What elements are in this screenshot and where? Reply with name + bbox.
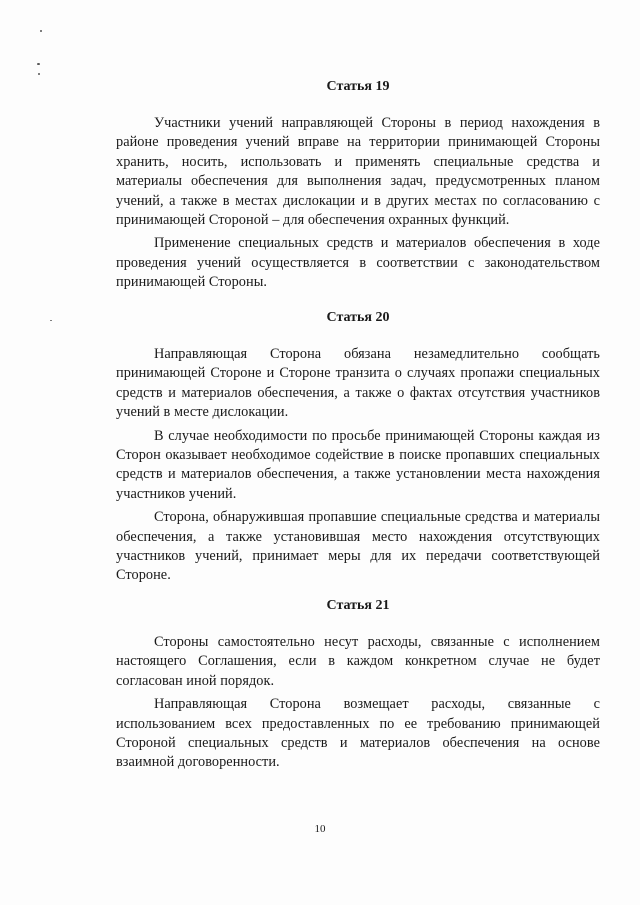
article-paragraph: Участники учений направляющей Стороны в период нахождения в районе проведения учений вправе на территории принимающей Стороны хранить, носить, использовать и применять специальные средства и материалы обеспечения для выполнения задач, предусмотренных планом учений, а также в местах дислокации и в других местах по согласованию с принимающей Стороной – для обеспечения охранных функций. xyxy=(116,115,600,229)
scan-speck xyxy=(37,63,40,65)
article-20 xyxy=(116,309,600,590)
article-paragraph: Направляющая Сторона возмещает расходы, связанные с использованием всех предоставленных по ее требованию принимающей Стороной специальных средств и материалов обеспечения на основе взаимной договоренности. xyxy=(116,696,600,771)
article-paragraph: Направляющая Сторона обязана незамедлительно сообщать принимающей Стороне и Стороне транзита о случаях пропажи специальных средств и материалов обеспечения, а также о фактах отсутствия участников учений в месте дислокации. xyxy=(116,346,600,421)
article-paragraph: В случае необходимости по просьбе принимающей Стороны каждая из Сторон оказывает необходимое содействие в поиске пропавших специальных средств и материалов обеспечения, а также установлении места нахождения участников учений. xyxy=(116,427,600,502)
article-paragraph: Применение специальных средств и материалов обеспечения в ходе проведения учений осуществляется в соответствии с законодательством принимающей Стороны. xyxy=(116,235,600,291)
article-title: Статья 21 xyxy=(326,598,390,613)
article-title: Статья 19 xyxy=(326,79,390,94)
article-title: Статья 20 xyxy=(326,310,390,325)
article-21 xyxy=(116,597,600,777)
page-number: 10 xyxy=(314,823,326,835)
scan-speck xyxy=(50,320,52,321)
article-paragraph: Стороны самостоятельно несут расходы, связанные с исполнением настоящего Соглашения, если в каждом конкретном случае не будет согласован иной порядок. xyxy=(116,634,600,689)
scan-speck xyxy=(40,30,42,32)
article-paragraph: Сторона, обнаружившая пропавшие специальные средства и материалы обеспечения, а также установившая место нахождения отсутствующих участников учений, принимает меры для их передачи соответствующей Стороне. xyxy=(116,509,600,584)
scan-speck xyxy=(38,73,40,75)
article-19 xyxy=(116,78,600,297)
